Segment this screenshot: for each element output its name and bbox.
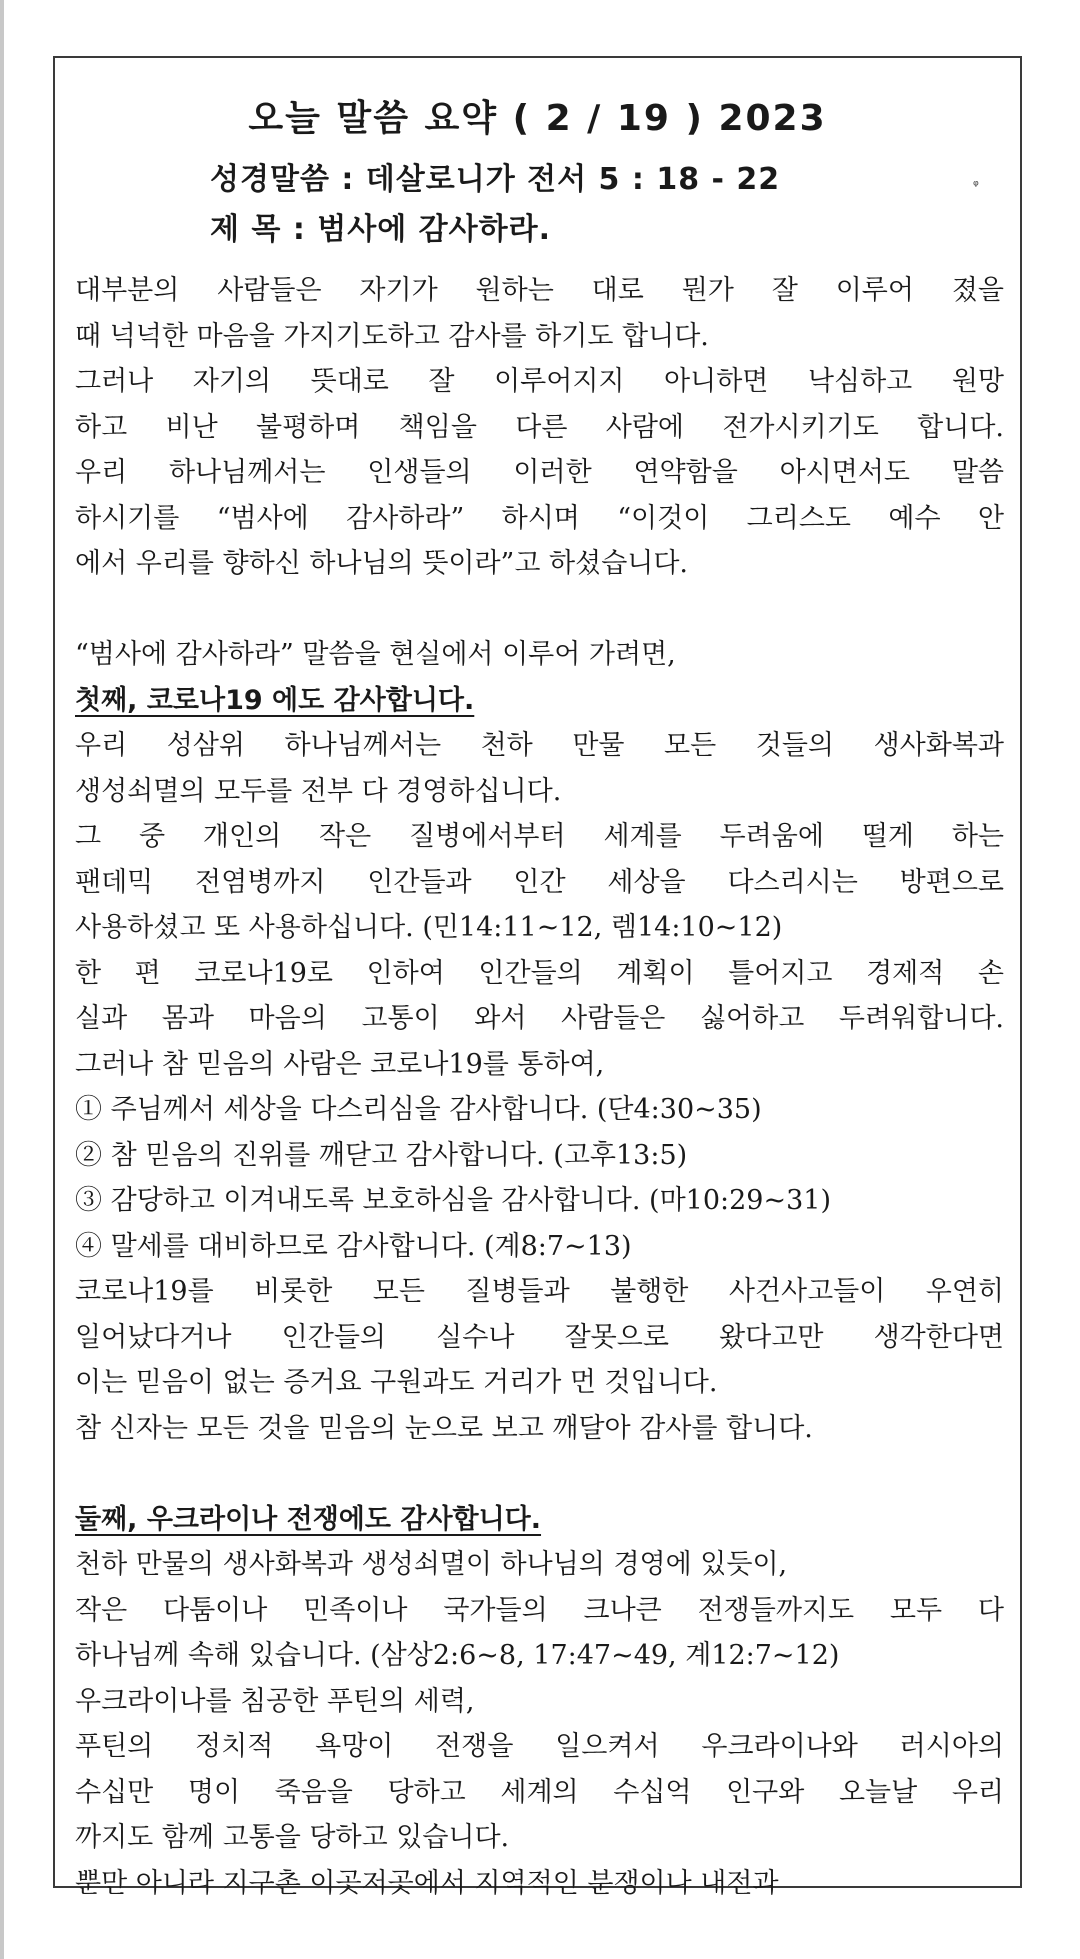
- body-line: 코로나19를 비롯한 모든 질병들과 불행한 사건사고들이 우연히: [75, 1276, 1004, 1307]
- body-line: 때 넉넉한 마음을 가지기도하고 감사를 하기도 합니다.: [75, 320, 709, 352]
- sermon-title: 제 목 : 범사에 감사하라.: [210, 212, 551, 247]
- body-line: 한 편 코로나19로 인하여 인간들의 계획이 틀어지고 경제적 손: [75, 957, 1004, 989]
- body-line: 사용하셨고 또 사용하십니다. (민14:11~12, 렘14:10~12): [75, 912, 783, 943]
- body-line: 일어났다거나 인간들의 실수나 잘못으로 왔다고만 생각한다면: [75, 1321, 1004, 1353]
- body-line: “범사에 감사하라” 말씀을 현실에서 이루어 가려면,: [75, 639, 676, 670]
- list-item: ② 참 믿음의 진위를 깨닫고 감사합니다. (고후13:5): [75, 1139, 688, 1171]
- body-line: 천하 만물의 생사화복과 생성쇠멸이 하나님의 경영에 있듯이,: [75, 1549, 788, 1580]
- body-line: 그러나 자기의 뜻대로 잘 이루어지지 아니하면 낙심하고 원망: [75, 366, 1004, 397]
- section-heading-first: [75, 678, 1004, 724]
- blank-line: [75, 587, 1004, 633]
- list-item: ④ 말세를 대비하므로 감사합니다. (계8:7~13): [75, 1230, 632, 1262]
- body-line: 하시기를 “범사에 감사하라” 하시며 “이것이 그리스도 예수 안: [75, 502, 1004, 534]
- body-line: 우리 하나님께서는 인생들의 이러한 연약함을 아시면서도 말씀: [75, 457, 1004, 488]
- list-item: ① 주님께서 세상을 다스리심을 감사합니다. (단4:30~35): [75, 1094, 762, 1125]
- body-line: 우리 성삼위 하나님께서는 천하 만물 모든 것들의 생사화복과: [75, 730, 1004, 761]
- document-page: [53, 56, 1022, 1899]
- section-heading-first-text: 첫째, 코로나19 에도 감사합니다.: [75, 684, 475, 716]
- page-title: 오늘 말씀 요약 ( 2 / 19 ) 2023: [248, 98, 827, 139]
- body-line: 참 신자는 모든 것을 믿음의 눈으로 보고 깨달아 감사를 합니다.: [75, 1412, 813, 1444]
- list-item: ③ 감당하고 이겨내도록 보호하심을 감사합니다. (마10:29~31): [75, 1185, 831, 1216]
- body-line: 작은 다툼이나 민족이나 국가들의 크나큰 전쟁들까지도 모두 다: [75, 1594, 1004, 1626]
- page-left-edge: [0, 0, 4, 1959]
- body-line: 수십만 명이 죽음을 당하고 세계의 수십억 인구와 오늘날 우리: [75, 1776, 1004, 1808]
- body-line: 그 중 개인의 작은 질병에서부터 세계를 두려움에 떨게 하는: [75, 821, 1004, 852]
- sermon-body: [75, 268, 1004, 1906]
- body-line: 까지도 함께 고통을 당하고 있습니다.: [75, 1822, 510, 1853]
- body-line: 대부분의 사람들은 자기가 원하는 대로 뭔가 잘 이루어 졌을: [75, 275, 1004, 306]
- scripture-reference: 성경말씀 : 데살로니가 전서 5 : 18 - 22: [210, 162, 781, 197]
- stray-mark: ᵠ: [973, 178, 979, 194]
- body-line: 그러나 참 믿음의 사람은 코로나19를 통하여,: [75, 1048, 605, 1080]
- body-line: 이는 믿음이 없는 증거요 구원과도 거리가 먼 것입니다.: [75, 1367, 718, 1398]
- section-heading-second-text: 둘째, 우크라이나 전쟁에도 감사합니다.: [75, 1503, 542, 1535]
- body-line: 팬데믹 전염병까지 인간들과 인간 세상을 다스리시는 방편으로: [75, 866, 1004, 898]
- body-line: 뿐만 아니라 지구촌 이곳저곳에서 지역적인 분쟁이나 내전과: [75, 1867, 779, 1899]
- body-line: 실과 몸과 마음의 고통이 와서 사람들은 싫어하고 두려워합니다.: [75, 1003, 1004, 1034]
- body-line: 하나님께 속해 있습니다. (삼상2:6~8, 17:47~49, 계12:7~12): [75, 1640, 840, 1671]
- body-line: 생성쇠멸의 모두를 전부 다 경영하십니다.: [75, 775, 562, 807]
- body-line: 푸틴의 정치적 욕망이 전쟁을 일으켜서 우크라이나와 러시아의: [75, 1731, 1004, 1762]
- section-heading-second: [75, 1497, 1004, 1543]
- body-line: 에서 우리를 향하신 하나님의 뜻이라”고 하셨습니다.: [75, 548, 689, 579]
- body-line: 하고 비난 불평하며 책임을 다른 사람에 전가시키기도 합니다.: [75, 411, 1004, 443]
- body-line: 우크라이나를 침공한 푸틴의 세력,: [75, 1685, 475, 1717]
- blank-line: [75, 1451, 1004, 1497]
